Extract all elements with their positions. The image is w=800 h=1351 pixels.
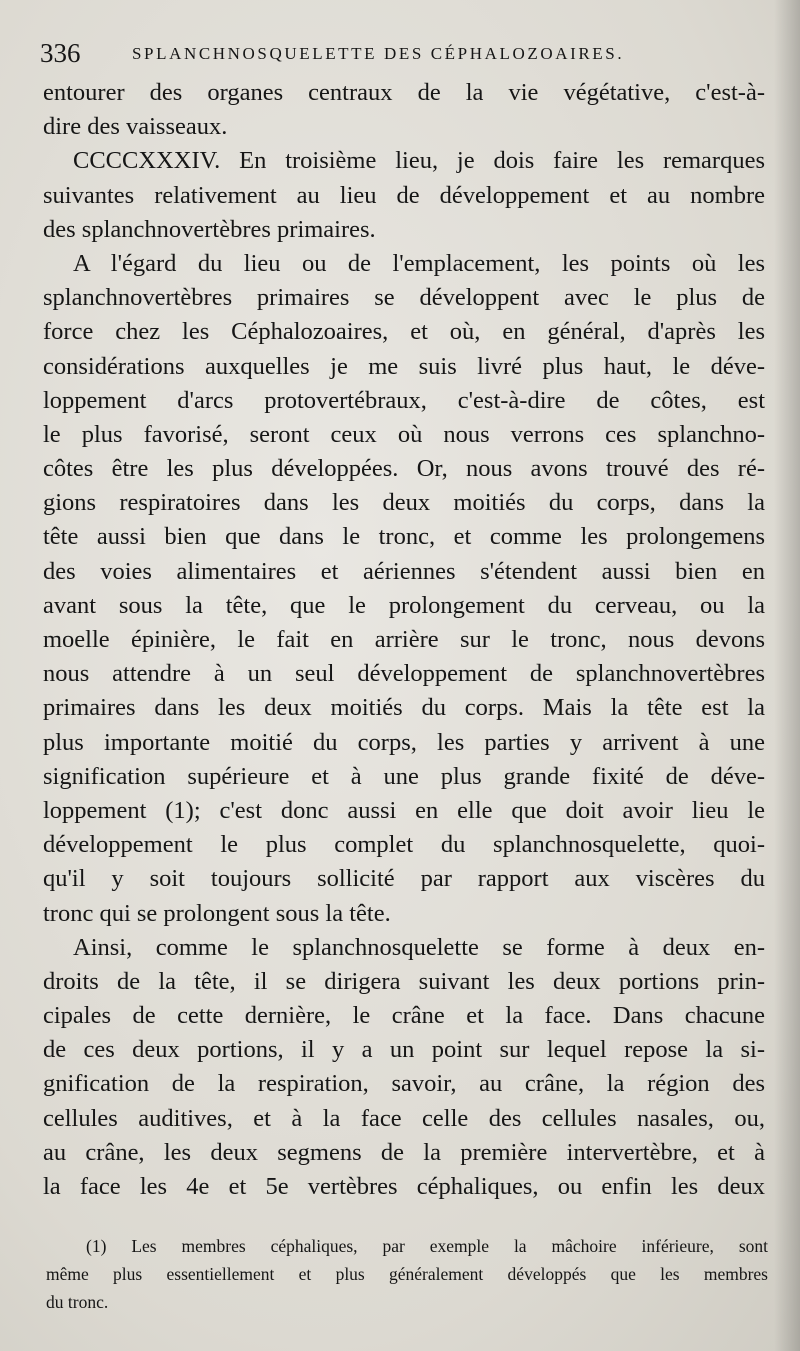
text-line: au crâne, les deux segmens de la première intervertèbre, et à: [43, 1138, 765, 1166]
footnote: [46, 1232, 768, 1316]
text-line: considérations auxquelles je me suis livré plus haut, le déve-: [43, 352, 765, 380]
running-head: [40, 36, 780, 70]
text-line: gnification de la respiration, savoir, au crâne, la région des: [43, 1070, 765, 1098]
text-line: des voies alimentaires et aériennes s'étendent aussi bien en: [43, 557, 765, 585]
text-line: cipales de cette dernière, le crâne et la face. Dans chacune: [43, 1002, 765, 1030]
text-line: dire des vaisseaux.: [43, 113, 228, 141]
body-text: [43, 76, 765, 1204]
text-line: des splanchnovertèbres primaires.: [43, 215, 376, 243]
page-edge-shadow: [774, 0, 800, 1351]
text-line: loppement (1); c'est donc aussi en elle que doit avoir lieu le: [43, 796, 765, 824]
text-line: développement le plus complet du splanchnosquelette, quoi-: [43, 831, 765, 859]
text-line: plus importante moitié du corps, les parties y arrivent à une: [43, 728, 765, 756]
text-line: signification supérieure et à une plus grande fixité de déve-: [43, 762, 765, 790]
running-title: SPLANCHNOSQUELETTE DES CÉPHALOZOAIRES.: [132, 44, 625, 63]
text-line: moelle épinière, le fait en arrière sur le tronc, nous devons: [43, 626, 765, 653]
text-line: Ainsi, comme le splanchnosquelette se forme à deux en-: [73, 933, 765, 961]
text-line: le plus favorisé, seront ceux où nous verrons ces splanchno-: [43, 420, 765, 448]
footnote-line: du tronc.: [46, 1292, 109, 1312]
text-line: A l'égard du lieu ou de l'emplacement, les points où les: [73, 249, 765, 277]
text-line: côtes être les plus développées. Or, nous avons trouvé des ré-: [43, 455, 765, 483]
text-line: splanchnovertèbres primaires se développent avec le plus de: [43, 284, 765, 312]
page-number: 336: [40, 38, 81, 68]
text-line: tronc qui se prolongent sous la tête.: [43, 899, 391, 927]
text-line: tête aussi bien que dans le tronc, et comme les prolongemens: [43, 523, 765, 551]
text-line: gions respiratoires dans les deux moitiés du corps, dans la: [43, 489, 765, 517]
text-line: nous attendre à un seul développement de splanchnovertèbres: [43, 660, 765, 688]
text-line: loppement d'arcs protovertébraux, c'est-à-dire de côtes, est: [43, 386, 765, 414]
text-line: cellules auditives, et à la face celle des cellules nasales, ou,: [43, 1104, 765, 1132]
text-line: primaires dans les deux moitiés du corps. Mais la tête est la: [43, 694, 765, 722]
text-line: force chez les Céphalozoaires, et où, en général, d'après les: [43, 318, 765, 346]
text-line: la face les 4e et 5e vertèbres céphaliques, ou enfin les deux: [43, 1173, 765, 1200]
text-line: suivantes relativement au lieu de développement et au nombre: [43, 181, 765, 209]
text-line: avant sous la tête, que le prolongement du cerveau, ou la: [43, 591, 765, 619]
text-line: de ces deux portions, il y a un point sur lequel repose la si-: [43, 1036, 765, 1064]
text-line: CCCCXXXIV. En troisième lieu, je dois faire les remarques: [73, 147, 765, 175]
footnote-line: même plus essentiellement et plus généralement développés que les membres: [46, 1264, 768, 1284]
text-line: qu'il y soit toujours sollicité par rapport aux viscères du: [43, 865, 765, 893]
footnote-line: (1) Les membres céphaliques, par exemple la mâchoire inférieure, sont: [86, 1236, 768, 1256]
text-line: droits de la tête, il se dirigera suivant les deux portions prin-: [43, 967, 765, 995]
text-line: entourer des organes centraux de la vie végétative, c'est-à-: [43, 79, 765, 106]
